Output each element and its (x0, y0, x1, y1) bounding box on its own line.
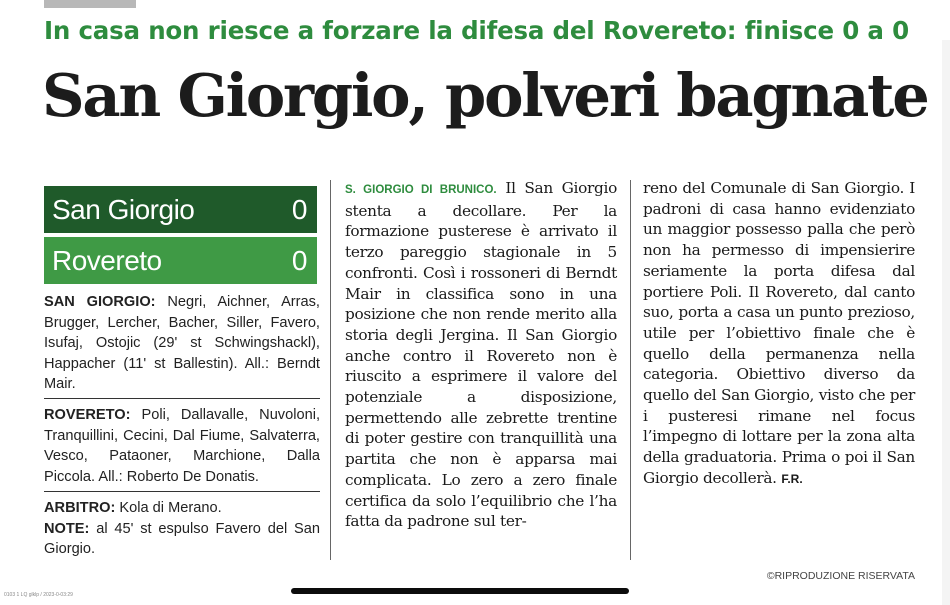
referee-text: Kola di Merano. (119, 500, 222, 516)
article-column-1-text: Il San Giorgio stenta a decollare. Per la formazione pusterese è arrivato il terzo pareggio stagionale in 5 confronti. Così i rossoneri di Berndt Mair in classifica sono in una posizione che non rende merito alla storia degli Jergina. Il San Giorgio anche contro il Rovereto non è riuscito a esprimere il valore del potenziale a disposizione, permettendo alle zebrette trentine di poter gestire con tranquillità una partita che non è apparsa mai complicata. Lo zero a zero finale certifica da solo l’equilibrio che l’ha fatta da padrone sul ter- (345, 179, 617, 531)
column-rule (330, 180, 331, 560)
author-signature: F.R. (781, 471, 803, 486)
article-column-1 (345, 178, 617, 532)
headline: San Giorgio, polveri bagnate (42, 61, 928, 130)
away-lineup-label: ROVERETO: (44, 407, 131, 423)
article-column-2 (643, 178, 915, 490)
lineup-divider (44, 398, 320, 399)
scoreboard-away-row (44, 237, 317, 284)
home-lineup-label: SAN GIORGIO: (44, 294, 156, 310)
notes-label: NOTE: (44, 520, 90, 537)
home-lineup (44, 292, 320, 395)
match-officials (44, 498, 320, 560)
away-lineup (44, 405, 320, 487)
notes-line (44, 519, 320, 560)
copyright-notice: ©RIPRODUZIONE RISERVATA (766, 570, 915, 582)
notes-text: al 45' st espulso Favero del San Giorgio. (44, 520, 320, 557)
scoreboard-home-row (44, 186, 317, 233)
print-code: 0103 1 LQ glklp / 2023-0-03:29 (4, 592, 73, 598)
article-column-2-text: reno del Comunale di San Giorgio. I padroni di casa hanno evidenziato un maggior possesso palla che però non ha permesso di impensierire seriamente la porta difesa dal portiere Poli. Il Rovereto, dal canto suo, porta a casa un punto prezioso, utile per l’obiettivo finale che è quello della permanenza nella categoria. Obiettivo diverso da quello del San Giorgio, visto che per i pusteresi rimane nel focus l’impegno di lottare per la zona alta della graduatoria. Prima o poi il San Giorgio decollerà. (643, 179, 915, 487)
home-team-name: San Giorgio (52, 193, 195, 225)
top-color-bar (44, 0, 136, 8)
page-edge (942, 40, 950, 605)
referee-label: ARBITRO: (44, 500, 116, 516)
kicker-subheadline: In casa non riesce a forzare la difesa del Rovereto: finisce 0 a 0 (44, 16, 909, 45)
lineup-divider (44, 491, 320, 492)
away-team-name: Rovereto (52, 244, 162, 276)
home-lineup-text: Negri, Aichner, Arras, Brugger, Lercher, Bacher, Siller, Favero, Isufaj, Ostojic (29' st Schwingshackl), Happacher (11' st Ballestin). All.: Berndt Mair. (44, 294, 320, 392)
referee-line (44, 498, 320, 519)
home-indicator-bar[interactable] (291, 588, 629, 594)
column-rule (630, 180, 631, 560)
away-team-score: 0 (291, 244, 307, 276)
home-team-score: 0 (291, 193, 307, 225)
away-lineup-text: Poli, Dallavalle, Nuvoloni, Tranquillini, Cecini, Dal Fiume, Salvaterra, Vesco, Pataoner, Marchione, Dalla Piccola. All.: Roberto De Donatis. (44, 407, 320, 485)
article-dateline: S. GIORGIO DI BRUNICO. (345, 184, 497, 196)
